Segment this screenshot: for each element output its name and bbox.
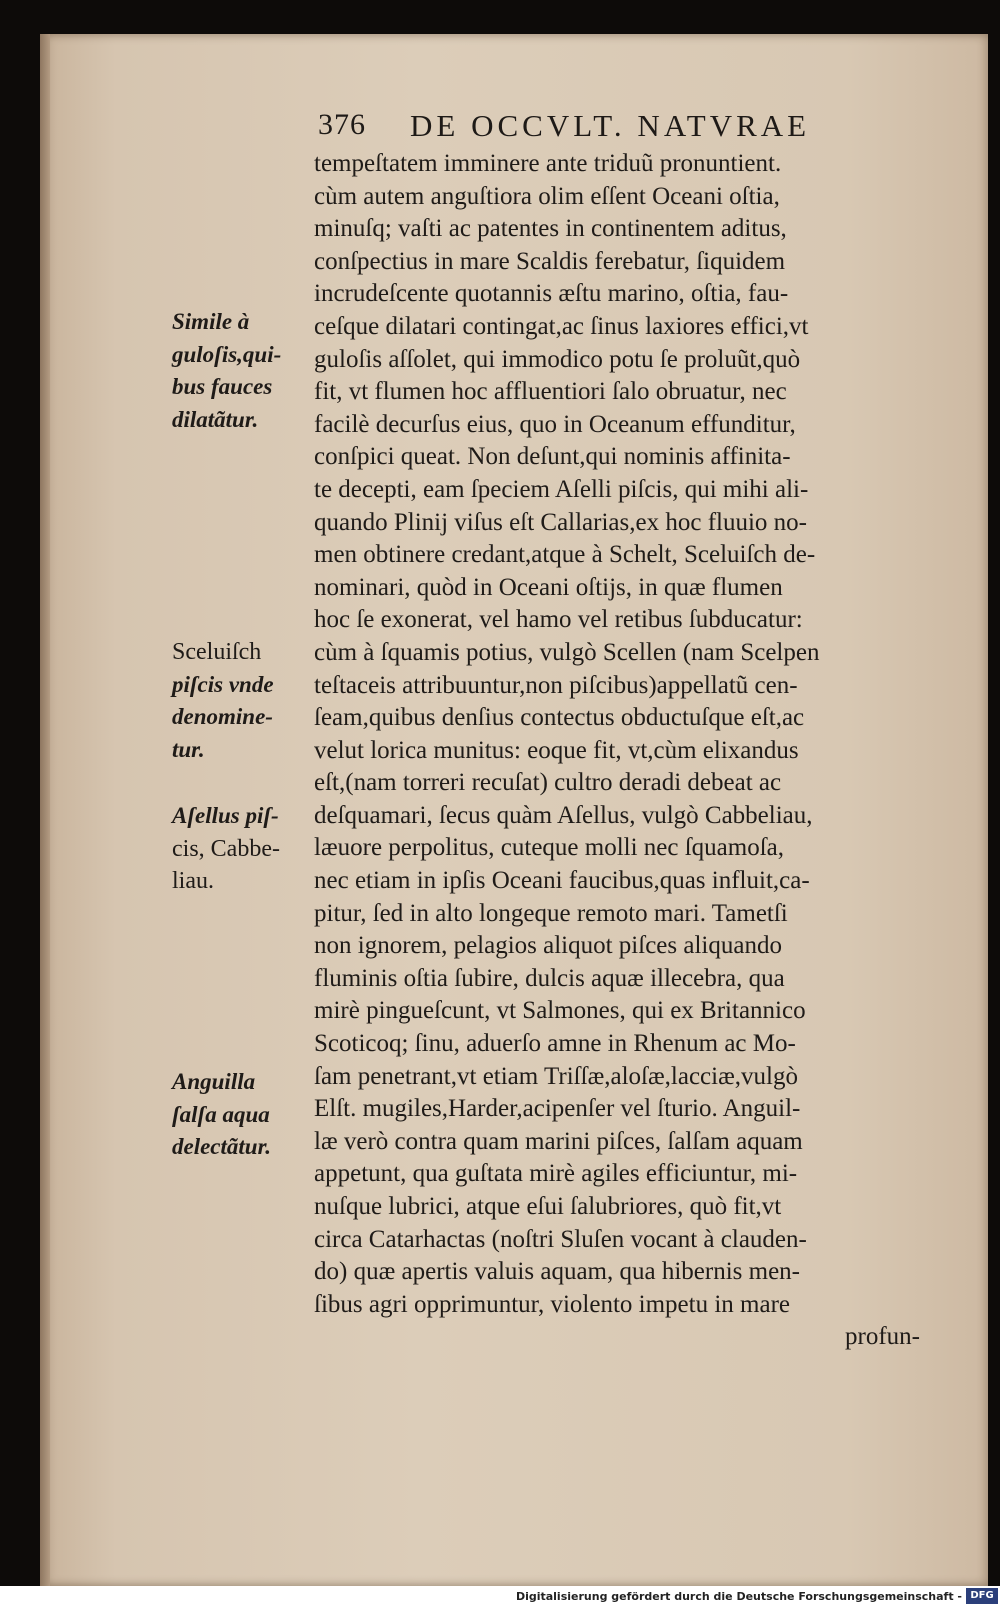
text-line: læ verò contra quam marini piſces, ſalſam aquam — [314, 1127, 803, 1155]
text-line: nec etiam in ipſis Oceani faucibus,quas influit,ca- — [314, 867, 810, 895]
text-line: teſtaceis attribuuntur,non piſcibus)appellatũ cen- — [314, 671, 798, 699]
text-line: velut lorica munitus: eoque fit, vt,cùm elixandus — [314, 736, 799, 764]
margin-note-asellus — [172, 800, 312, 898]
margin-note-anguilla — [172, 1066, 312, 1164]
page-header — [318, 104, 878, 148]
text-line: facilè decurſus eius, quo in Oceanum effunditur, — [314, 410, 796, 438]
text-line: conſpici queat. Non deſunt,qui nominis affinita- — [314, 443, 791, 471]
text-line: appetunt, qua guſtata mirè agiles efficiuntur, mi- — [314, 1160, 798, 1188]
text-line: incrudeſcente quotannis æſtu marino, oſtia, fau- — [314, 280, 789, 308]
body-text — [314, 148, 954, 1354]
text-line: fluminis oſtia ſubire, dulcis aquæ illecebra, qua — [314, 964, 785, 992]
text-line: eſt,(nam torreri recuſat) cultro deradi debeat ac — [314, 769, 782, 797]
text-line: ceſque dilatari contingat,ac ſinus laxiores effici,vt — [314, 312, 809, 340]
text-line: ſibus agri opprimuntur, violento impetu in mare — [314, 1290, 791, 1318]
text-line: ſam penetrant,vt etiam Triſſæ,aloſæ,lacciæ,vulgò — [314, 1062, 798, 1090]
text-line: fit, vt flumen hoc affluentiori ſalo obruatur, nec — [314, 378, 787, 406]
margin-note-line: cis, Cabbe- — [172, 835, 280, 862]
text-line: ſeam,quibus denſius contectus obductuſque eſt,ac — [314, 704, 805, 732]
margin-note-line: denomine- — [172, 704, 273, 730]
text-line: conſpectius in mare Scaldis ferebatur, ſiquidem — [314, 247, 786, 275]
margin-note-line: dilatãtur. — [172, 406, 259, 432]
text-line: hoc ſe exonerat, vel hamo vel retibus ſubducatur: — [314, 606, 803, 634]
text-line: nominari, quòd in Oceani oſtijs, in quæ flumen — [314, 573, 783, 601]
margin-note-line: guloſis,qui- — [172, 341, 282, 367]
margin-note-line: delectãtur. — [172, 1134, 272, 1160]
margin-note-sceluisch — [172, 636, 312, 766]
text-line: mirè pingueſcunt, vt Salmones, qui ex Britannico — [314, 997, 806, 1025]
margin-note-line: ſalſa aqua — [172, 1101, 270, 1127]
margin-note-line: Aſellus piſ- — [172, 803, 279, 828]
margin-note-line: tur. — [172, 736, 205, 762]
text-line: pitur, ſed in alto longeque remoto mari. Tametſi — [314, 899, 788, 927]
text-line: nuſque lubrici, atque eſui ſalubriores, quò fit,vt — [314, 1193, 782, 1220]
margin-note-simile — [172, 306, 312, 436]
text-line: minuſq; vaſti ac patentes in continentem aditus, — [314, 215, 787, 243]
margin-note-line: piſcis vnde — [172, 671, 274, 697]
text-line: Elſt. mugiles,Harder,acipenſer vel ſturio. Anguil- — [314, 1095, 801, 1123]
text-line: tempeſtatem imminere ante triduũ pronuntient. — [314, 150, 782, 177]
text-line: men obtinere credant,atque à Schelt, Sceluiſch de- — [314, 541, 816, 569]
margin-note-line: Sceluiſch — [172, 639, 262, 665]
text-line: quando Plinij viſus eſt Callarias,ex hoc fluuio no- — [314, 508, 807, 536]
margin-note-line: bus fauces — [172, 374, 273, 400]
dfg-logo[interactable]: DFG — [966, 1588, 998, 1604]
margin-note-line: liau. — [172, 868, 214, 895]
page-number: 376 — [318, 108, 366, 141]
margin-note-line: Anguilla — [172, 1069, 256, 1094]
running-head: DE OCCVLT. NATVRAE — [410, 108, 811, 143]
text-line: guloſis aſſolet, qui immodico potu ſe proluũt,quò — [314, 345, 801, 373]
page-gutter-shadow — [40, 34, 50, 1586]
text-line: te decepti, eam ſpeciem Aſelli piſcis, qui mihi ali- — [314, 475, 809, 503]
text-line: deſquamari, ſecus quàm Aſellus, vulgò Cabbeliau, — [314, 801, 813, 829]
text-line: cùm à ſquamis potius, vulgò Scellen (nam Scelpen — [314, 638, 820, 666]
footer-bar — [0, 1586, 1000, 1607]
text-line: læuore perpolitus, cuteque molli nec ſquamoſa, — [314, 834, 785, 862]
text-line: Scoticoq; ſinu, aduerſo amne in Rhenum ac Mo- — [314, 1030, 796, 1058]
text-line: do) quæ apertis valuis aquam, qua hibernis men- — [314, 1258, 800, 1286]
text-line: cùm autem anguſtiora olim eſſent Oceani oſtia, — [314, 182, 780, 210]
margin-note-line: Simile à — [172, 309, 250, 334]
catchword: profun- — [845, 1323, 920, 1351]
funding-credit: Digitalisierung gefördert durch die Deutsche Forschungsgemeinschaft - — [515, 1590, 962, 1603]
text-line: non ignorem, pelagios aliquot piſces aliquando — [314, 932, 782, 960]
text-line: circa Catarhactas (noſtri Sluſen vocant à clauden- — [314, 1225, 807, 1253]
